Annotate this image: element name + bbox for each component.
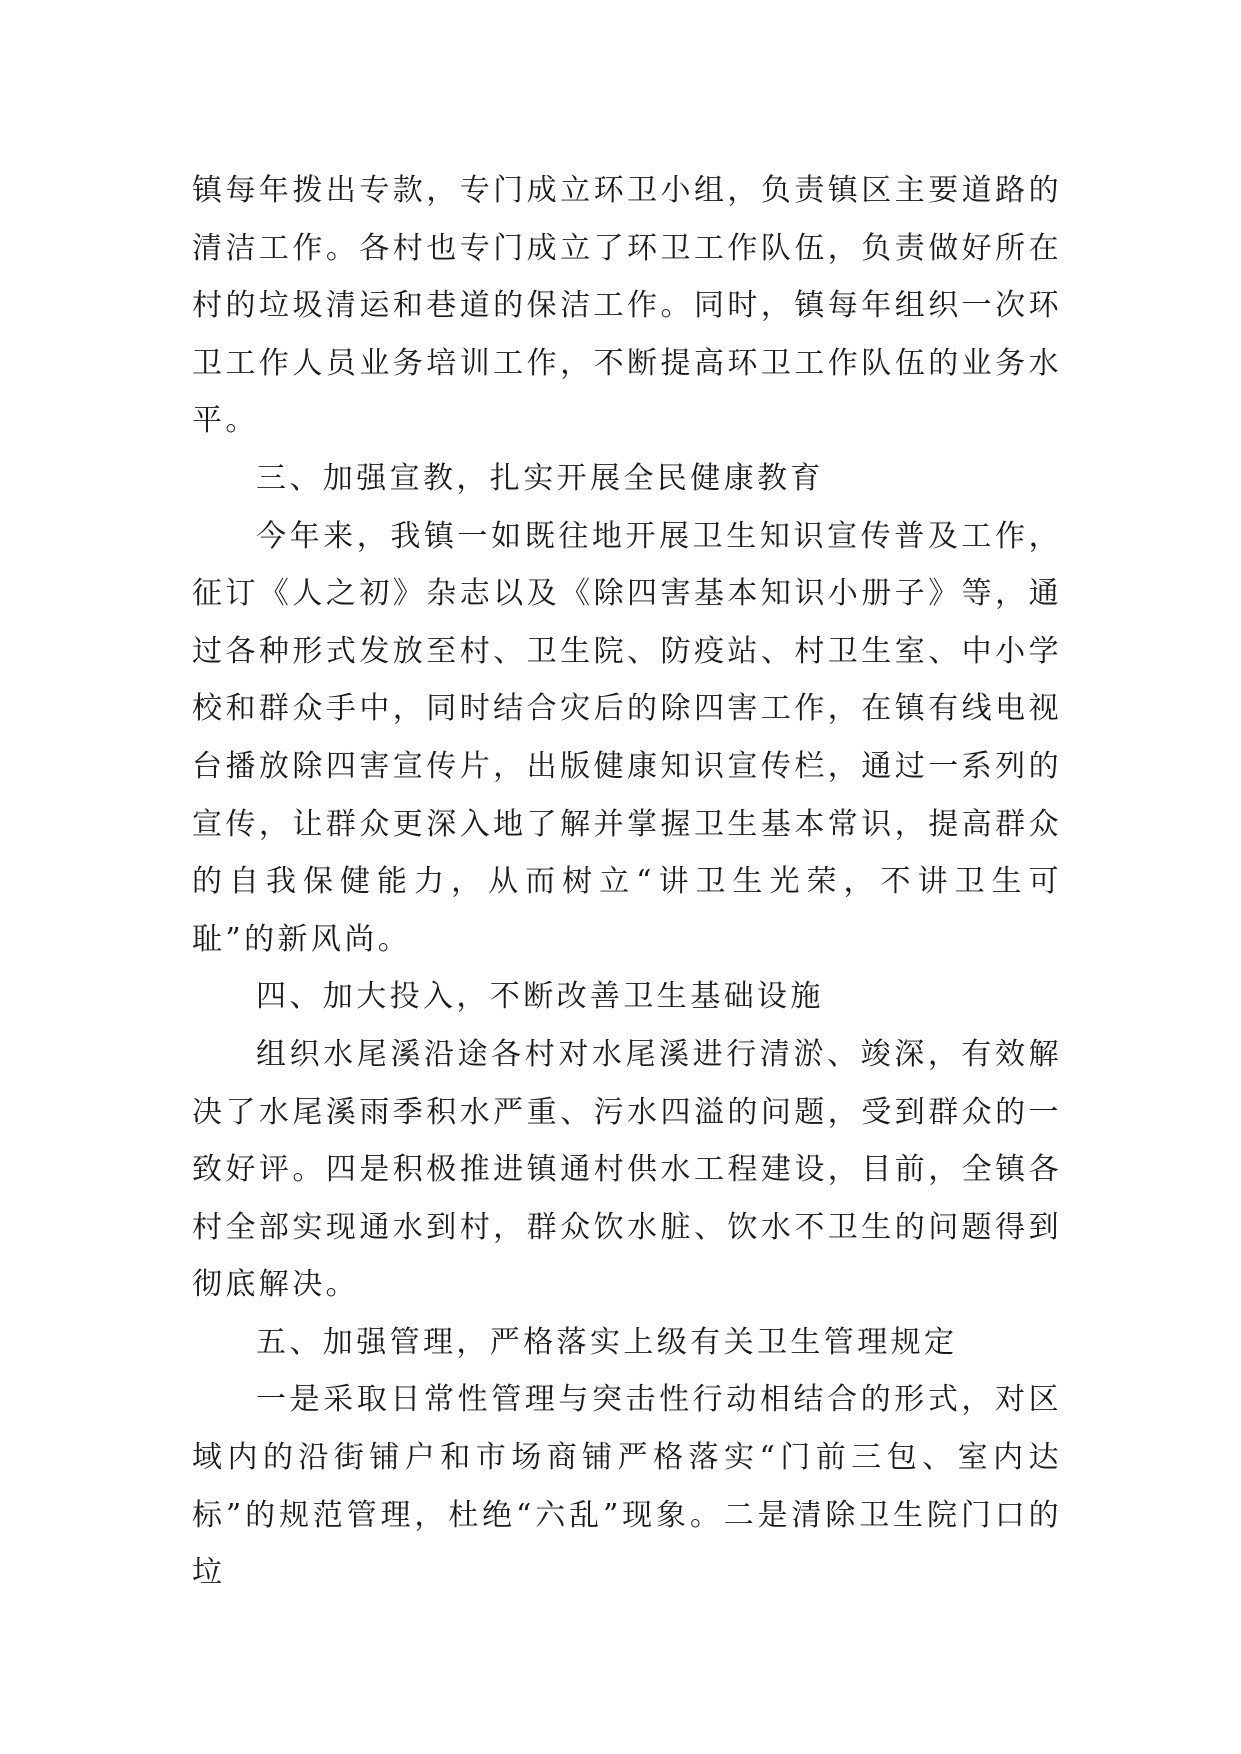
- paragraph-sanitation-team: 镇每年拨出专款，专门成立环卫小组，负责镇区主要道路的清洁工作。各村也专门成立了环卫工作队伍，负责做好所在村的垃圾清运和巷道的保洁工作。同时，镇每年组织一次环卫工作人员业务培训工作，不断提高环卫工作队伍的业务水平。: [192, 173, 1062, 439]
- section-heading-4: 四、加大投入，不断改善卫生基础设施: [256, 979, 824, 1015]
- paragraph-management: 一是采取日常性管理与突击性行动相结合的形式，对区域内的沿街铺户和市场商铺严格落实“门前三包、室内达标”的规范管理，杜绝“六乱”现象。二是清除卫生院门口的垃: [192, 1382, 1062, 1591]
- section-heading-5: 五、加强管理，严格落实上级有关卫生管理规定: [256, 1324, 958, 1360]
- document-body: [192, 162, 1062, 1602]
- paragraph-infrastructure: 组织水尾溪沿途各村对水尾溪进行清淤、竣深，有效解决了水尾溪雨季积水严重、污水四溢的问题，受到群众的一致好评。四是积极推进镇通村供水工程建设，目前，全镇各村全部实现通水到村，群众饮水脏、饮水不卫生的问题得到彻底解决。: [192, 1036, 1062, 1303]
- section-heading-3: 三、加强宣教，扎实开展全民健康教育: [256, 460, 824, 496]
- paragraph-health-education: 今年来，我镇一如既往地开展卫生知识宣传普及工作，征订《人之初》杂志以及《除四害基本知识小册子》等，通过各种形式发放至村、卫生院、防疫站、村卫生室、中小学校和群众手中，同时结合灾后的除四害工作，在镇有线电视台播放除四害宣传片，出版健康知识宣传栏，通过一系列的宣传，让群众更深入地了解并掌握卫生基本常识，提高群众的自我保健能力，从而树立“讲卫生光荣，不讲卫生可耻”的新风尚。: [192, 518, 1062, 957]
